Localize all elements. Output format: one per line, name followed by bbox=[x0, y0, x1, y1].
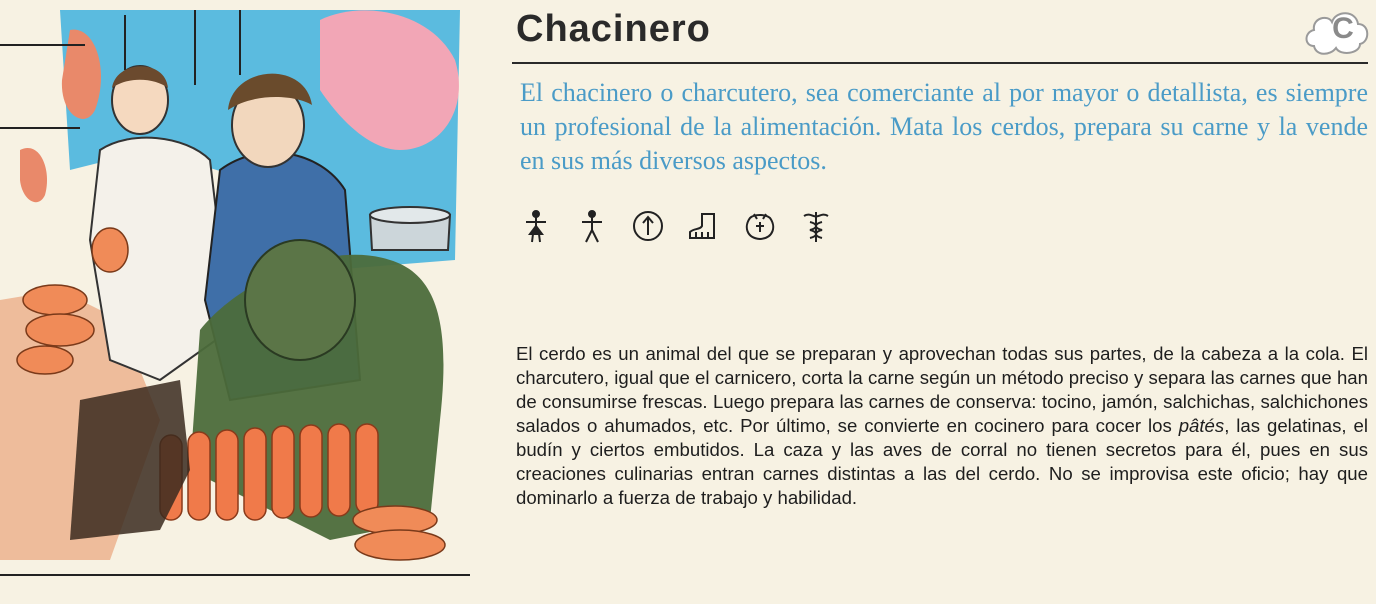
corner-letter: C bbox=[1332, 12, 1354, 45]
title-underline bbox=[512, 62, 1368, 64]
male-figure-icon bbox=[574, 208, 610, 244]
circled-arrow-icon bbox=[630, 208, 666, 244]
icon-row bbox=[518, 206, 834, 246]
page-title: Chacinero bbox=[516, 8, 711, 50]
caduceus-icon bbox=[798, 208, 834, 244]
body-text-part-1: El cerdo es un animal del que se preparan y aprovechan todas sus partes, de la cabeza a la cola. El charcutero, igual que el carnicero, corta la carne según un método preciso y separa las carnes que han de consumirse frescas. Luego prepara las carnes de conserva: tocino, jamón, salchichas, salchichones salados o ahumados, etc. Por último, se convierte en cocinero para cocer los bbox=[516, 343, 1368, 436]
body-text-emphasis: pâtés bbox=[1178, 415, 1225, 436]
intro-paragraph: El chacinero o charcutero, sea comerciante al por mayor o detallista, es siempre un profesional de la alimentación. Mata los cerdos, prepara su carne y la vende en sus más diversos aspectos. bbox=[520, 78, 1368, 175]
charcuterie-illustration bbox=[0, 0, 480, 590]
body-paragraph bbox=[516, 342, 1368, 510]
female-figure-icon bbox=[518, 208, 554, 244]
body-text-part-2: , las gelatinas, el budín y ciertos embutidos. La caza y las aves de corral no tienen secretos para él, pues en sus creaciones culinarias entran carnes distintas a las del cerdo. No se improvisa este oficio; hay que dominarlo a fuerza de trabajo y habilidad. bbox=[516, 415, 1368, 508]
boot-icon bbox=[686, 208, 722, 244]
bag-icon bbox=[742, 208, 778, 244]
